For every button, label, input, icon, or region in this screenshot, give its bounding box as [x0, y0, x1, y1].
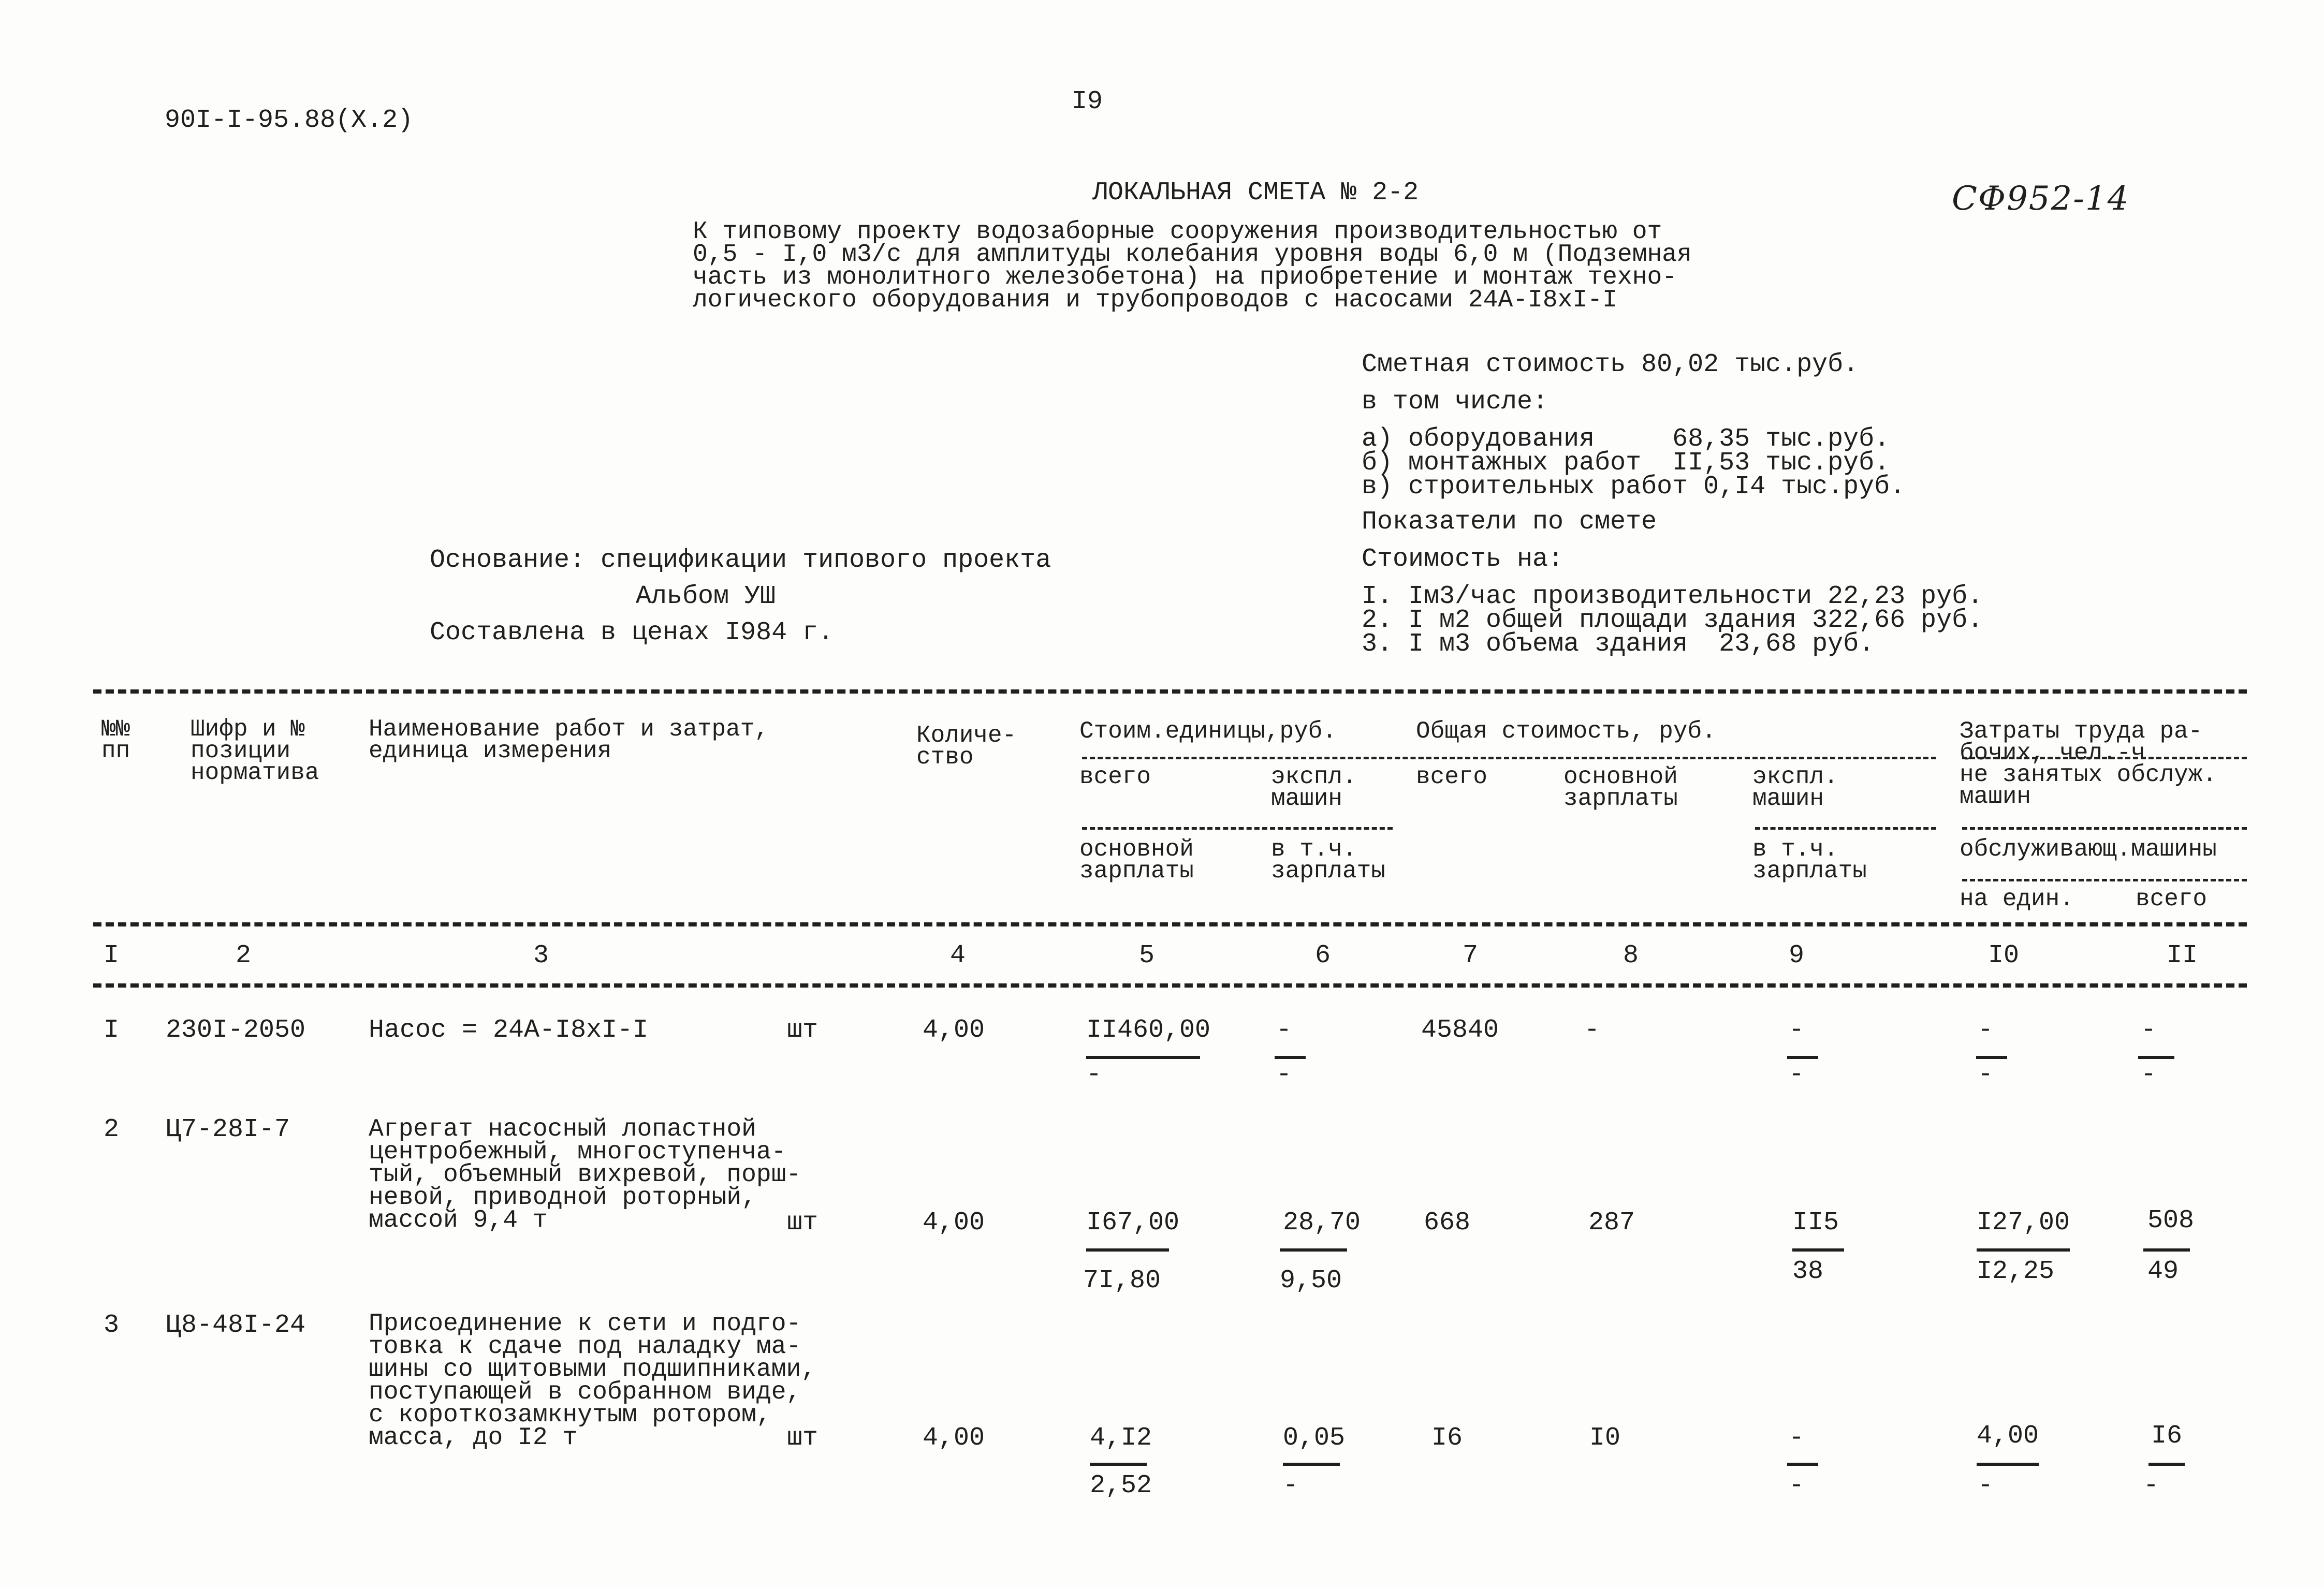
row3-qty: 4,00: [923, 1423, 985, 1453]
row2-divider-11: [2143, 1248, 2190, 1252]
row3-labor-unit: 4,00: [1977, 1421, 2039, 1451]
row3-unit-mach-wage: -: [1283, 1471, 1299, 1500]
cost-per-heading: Стоимость на:: [1362, 545, 1564, 574]
row3-code: Ц8-48I-24: [166, 1311, 306, 1340]
row3-divider-10: [1977, 1463, 2039, 1466]
row2-mach-wage: 38: [1792, 1257, 1824, 1286]
header-rule-totalcost: [1419, 757, 1936, 759]
header-lab-serv: обслуживающ.машины: [1960, 836, 2217, 863]
header-name: Наименование работ и затрат, единица измерения: [369, 716, 769, 764]
row1-divider-6: [1275, 1056, 1306, 1059]
row1-mach: -: [1789, 1016, 1805, 1045]
row1-unit-cost-wage: -: [1086, 1060, 1102, 1090]
header-tc-wage: основной зарплаты: [1563, 763, 1678, 812]
row3-unit: шт: [787, 1423, 818, 1453]
row1-unit-mach: -: [1276, 1016, 1292, 1045]
header-rule-mach-2: [1755, 827, 1936, 830]
col-number-1: I: [104, 941, 120, 970]
row3-wage: I0: [1589, 1423, 1621, 1453]
row1-unit-mach-wage: -: [1276, 1060, 1292, 1090]
header-lab-unit: на един.: [1960, 886, 2074, 913]
row3-labor-serv-total: -: [2143, 1471, 2159, 1500]
cost-item-b: б) монтажных работ II,53 тыс.руб.: [1362, 448, 1890, 478]
cost-item-c: в) строительных работ 0,I4 тыс.руб.: [1362, 472, 1906, 502]
document-description: К типовому проекту водозаборные сооружения производительностью от 0,5 - I,0 м3/с для амплитуды колебания уровня воды 6,0 м (Подземная часть из монолитного железобетона) на приобретение и монтаж техно- логического оборудования и трубопроводов с насосами 24А-I8хI-I: [693, 218, 1692, 314]
row2-divider-9: [1792, 1248, 1844, 1252]
row3-mach-wage: -: [1789, 1471, 1805, 1500]
col-number-4: 4: [950, 941, 966, 970]
col-number-2: 2: [236, 941, 252, 970]
col-number-3: 3: [533, 941, 549, 970]
row2-labor-serv-unit: I2,25: [1977, 1257, 2055, 1286]
indicator-3: 3. I м3 объема здания 23,68 руб.: [1362, 629, 1875, 659]
handwritten-stamp: СФ952-14: [1952, 180, 2130, 218]
row2-labor-unit: I27,00: [1977, 1208, 2070, 1238]
header-qty: Количе- ство: [916, 722, 1017, 771]
estimated-cost: Сметная стоимость 80,02 тыс.руб.: [1362, 350, 1859, 379]
row3-labor-total: I6: [2151, 1421, 2183, 1451]
header-num: №№ пп: [101, 716, 130, 764]
row2-code: Ц7-28I-7: [166, 1115, 290, 1144]
header-code: Шифр и № позиции норматива: [191, 716, 319, 786]
row2-divider-5: [1086, 1248, 1169, 1252]
row1-divider-11: [2138, 1056, 2174, 1059]
document-title: ЛОКАЛЬНАЯ СМЕТА № 2-2: [1092, 178, 1419, 208]
row2-unit: шт: [787, 1208, 818, 1238]
header-rule-labor-2: [1962, 827, 2247, 830]
row2-unit-cost: I67,00: [1086, 1208, 1180, 1238]
row2-total: 668: [1424, 1208, 1471, 1238]
row2-qty: 4,00: [923, 1208, 985, 1238]
header-bottom-rule: [93, 922, 2247, 926]
header-rule-unitcost: [1082, 757, 1455, 759]
header-rule-unitcost-2: [1082, 827, 1393, 830]
header-uc-mach: экспл. машин: [1271, 763, 1357, 812]
col-number-7: 7: [1463, 941, 1479, 970]
row1-unit: шт: [787, 1016, 818, 1045]
row3-divider-6: [1283, 1463, 1340, 1466]
header-uc-total: всего: [1079, 763, 1151, 790]
row3-labor-serv-unit: -: [1978, 1471, 1994, 1500]
header-lab-total: всего: [2136, 886, 2208, 913]
row3-divider-9: [1787, 1463, 1818, 1466]
row1-name: Насос = 24А-I8хI-I: [369, 1016, 649, 1045]
row1-total: 45840: [1421, 1016, 1499, 1045]
including-label: в том числе:: [1362, 387, 1548, 417]
document-code: 90I-I-95.88(X.2): [165, 106, 414, 135]
album-label: Альбом УШ: [636, 582, 776, 611]
row2-unit-mach-wage: 9,50: [1280, 1266, 1342, 1296]
row1-code: 230I-2050: [166, 1016, 306, 1045]
header-uc-mach-wage: в т.ч. зарплаты: [1271, 836, 1385, 885]
row1-divider-10: [1976, 1056, 2007, 1059]
row2-unit-mach: 28,70: [1283, 1208, 1361, 1238]
row2-unit-cost-wage: 7I,80: [1083, 1266, 1161, 1296]
indicator-1: I. Iм3/час производительности 22,23 руб.: [1362, 582, 1983, 611]
row3-unit-cost: 4,I2: [1090, 1423, 1152, 1453]
header-unit-cost: Стоим.единицы,руб.: [1079, 718, 1337, 745]
header-labor: Затраты труда ра- бочих, чел.-ч не занятых обслуж. машин: [1960, 718, 2217, 810]
row2-name: Агрегат насосный лопастной центробежный, многоступенча- тый, объемный вихревой, порш- невой, приводной роторный, массой 9,4 т: [369, 1115, 801, 1234]
row2-divider-6: [1280, 1248, 1347, 1252]
row3-unit-mach: 0,05: [1283, 1423, 1346, 1453]
row1-unit-cost: II460,00: [1086, 1016, 1211, 1045]
row2-num: 2: [104, 1115, 120, 1144]
header-tc-mach: экспл. машин: [1752, 763, 1838, 812]
row1-mach-wage: -: [1789, 1060, 1805, 1090]
row1-labor-total: -: [2141, 1016, 2157, 1045]
col-number-9: 9: [1789, 941, 1805, 970]
row1-divider-9: [1787, 1056, 1818, 1059]
row1-num: I: [104, 1016, 120, 1045]
row3-divider-5: [1090, 1463, 1147, 1466]
row1-wage: -: [1584, 1016, 1600, 1045]
column-numbers-rule: [93, 983, 2247, 988]
header-tc-mach-wage: в т.ч. зарплаты: [1752, 836, 1867, 885]
header-tc-total: всего: [1416, 763, 1488, 790]
indicator-2: 2. I м2 общей площади здания 322,66 руб.: [1362, 606, 1983, 635]
col-number-10: I0: [1988, 941, 2020, 970]
row1-labor-unit: -: [1978, 1016, 1994, 1045]
row3-mach: -: [1789, 1423, 1805, 1453]
row3-divider-11: [2148, 1463, 2185, 1466]
row3-name: Присоединение к сети и подго- товка к сдаче под наладку ма- шины со щитовыми подшипниками, поступающей в собранном виде, с короткозамкнутым ротором, масса, до I2 т: [369, 1310, 816, 1452]
row2-mach: II5: [1792, 1208, 1839, 1238]
cost-item-a: а) оборудования 68,35 тыс.руб.: [1362, 424, 1890, 454]
row3-unit-cost-wage: 2,52: [1090, 1471, 1152, 1500]
table-top-rule: [93, 689, 2247, 694]
header-total-cost: Общая стоимость, руб.: [1416, 718, 1716, 745]
header-rule-labor-3: [1962, 879, 2247, 881]
row2-wage: 287: [1588, 1208, 1635, 1238]
row3-total: I6: [1431, 1423, 1463, 1453]
row1-labor-serv-unit: -: [1978, 1060, 1994, 1090]
row2-divider-10: [1977, 1248, 2070, 1252]
basis-line: Основание: спецификации типового проекта: [430, 546, 1051, 575]
row1-divider-5: [1086, 1056, 1200, 1059]
row1-qty: 4,00: [923, 1016, 985, 1045]
header-uc-wage: основной зарплаты: [1079, 836, 1194, 885]
row2-labor-total: 508: [2147, 1206, 2195, 1235]
prices-year: Составлена в ценах I984 г.: [430, 618, 834, 648]
indicators-heading: Показатели по смете: [1362, 507, 1657, 537]
row2-labor-serv-total: 49: [2147, 1257, 2179, 1286]
col-number-8: 8: [1623, 941, 1639, 970]
row1-labor-serv-total: -: [2141, 1060, 2157, 1090]
page-number: I9: [1072, 87, 1103, 116]
row3-num: 3: [104, 1311, 120, 1340]
col-number-6: 6: [1315, 941, 1331, 970]
col-number-11: II: [2167, 941, 2198, 970]
col-number-5: 5: [1139, 941, 1155, 970]
